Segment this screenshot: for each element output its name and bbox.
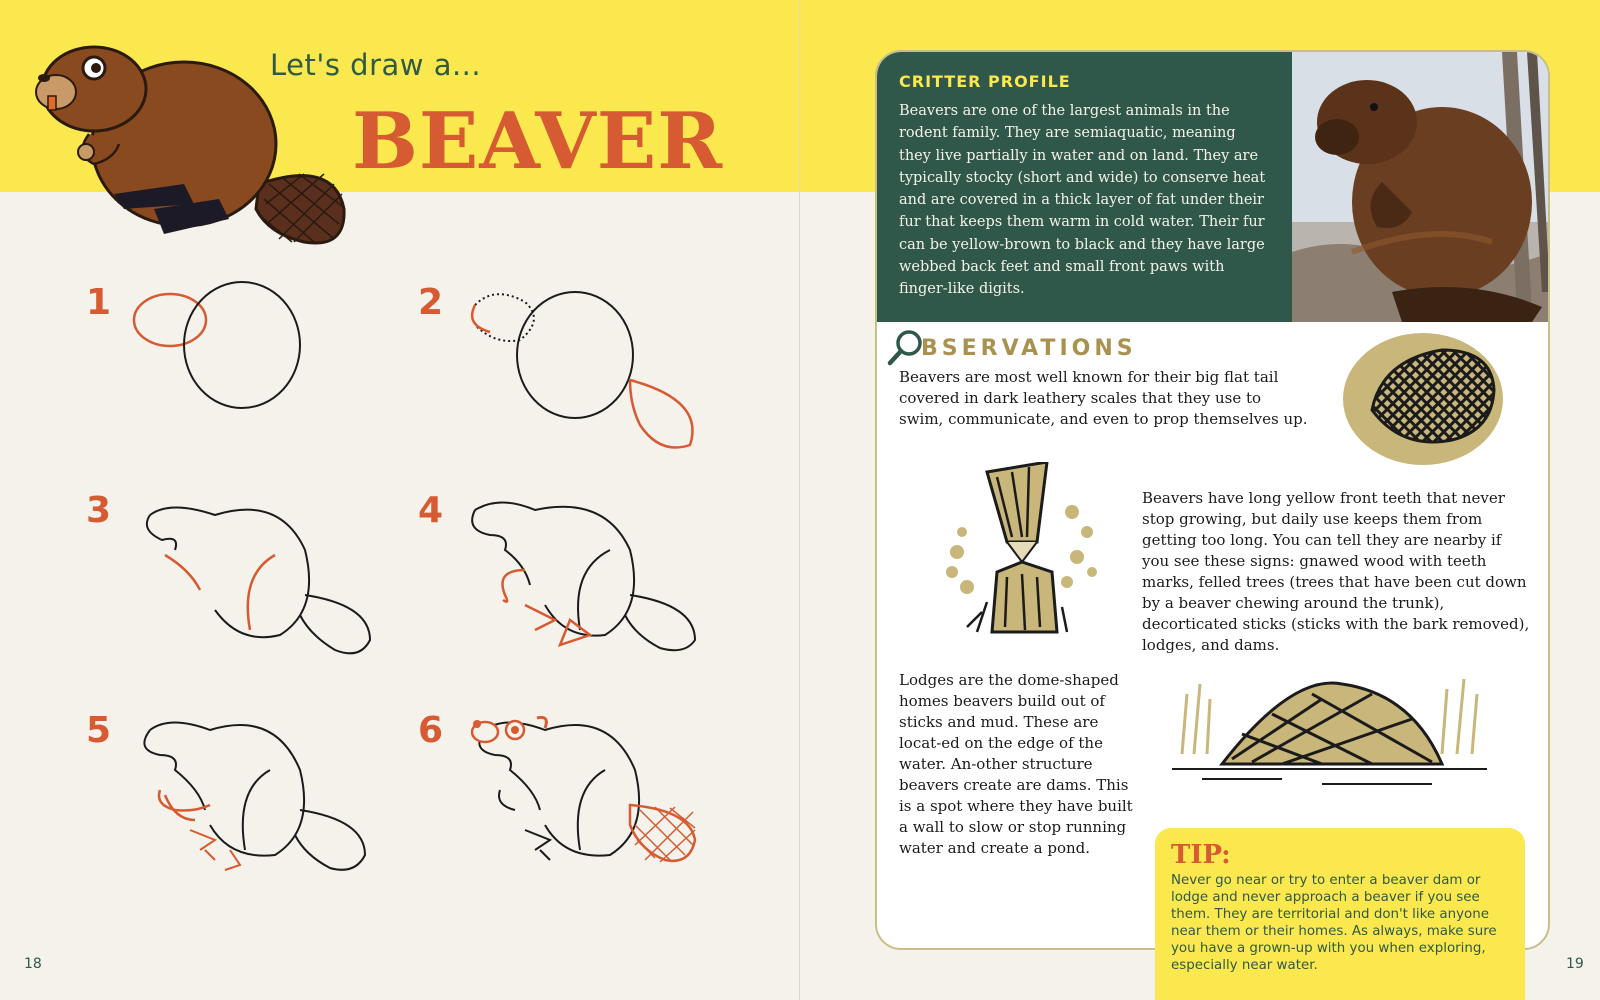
right-page <box>800 0 1600 1000</box>
beaver-photo <box>1292 52 1550 322</box>
gnawed-tree-illustration <box>937 462 1107 637</box>
step-2-number: 2 <box>418 282 444 323</box>
tail-illustration <box>1342 330 1504 468</box>
step-4-drawing <box>455 490 745 690</box>
step-1-drawing <box>120 280 410 480</box>
tip-box <box>1155 828 1525 1000</box>
critter-profile-heading: CRITTER PROFILE <box>899 72 1071 91</box>
lodge-paragraph: Lodges are the dome-shaped homes beavers build out of sticks and mud. These are locat-ed on the edge of the water. An-other structure beavers create are dams. This is a spot where they have built a wall to slow or stop running water and create a pond. <box>899 671 1133 857</box>
step-5-drawing <box>120 710 410 910</box>
step-3-number: 3 <box>86 490 112 531</box>
observations-heading <box>885 327 1137 367</box>
subtitle: Let's draw a... <box>270 48 482 82</box>
step-5-number: 5 <box>86 710 112 751</box>
observations-heading-text: BSERVATIONS <box>921 335 1137 361</box>
step-3-drawing <box>120 490 410 690</box>
step-6-drawing <box>455 710 745 910</box>
critter-profile-text: Beavers are one of the largest animals in the rodent family. They are semiaquatic, meaning they live partially in water and on land. They are typically stocky (short and wide) to conserve heat and are covered in a thick layer of fat under their fur that keeps them warm in cold water. Their fur can be yellow-brown to black and they have large webbed back feet and small front paws with finger-like digits. <box>899 103 1266 298</box>
step-1-number: 1 <box>86 282 112 323</box>
tail-paragraph: Beavers are most well known for their big flat tail covered in dark leathery scales that they use to swim, communicate, and even to prop themselves up. <box>899 368 1308 428</box>
lodge-illustration <box>1172 664 1487 794</box>
info-card <box>875 50 1550 950</box>
page-title: BEAVER <box>352 96 724 187</box>
tip-heading: TIP: <box>1171 840 1231 870</box>
step-4-number: 4 <box>418 490 444 531</box>
step-6-number: 6 <box>418 710 444 751</box>
page-number-left: 18 <box>24 956 42 972</box>
step-2-drawing <box>455 280 745 480</box>
tip-text: Never go near or try to enter a beaver dam or lodge and never approach a beaver if you see them. They are territorial and don't like anyone near them or their homes. As always, make sure you have a grown-up with you when exploring, especially near water. <box>1171 873 1497 973</box>
critter-profile <box>877 52 1292 322</box>
teeth-paragraph: Beavers have long yellow front teeth that never stop growing, but daily use keeps them from getting too long. You can tell they are nearby if you see these signs: gnawed wood with teeth marks, felled trees (trees that have been cut down by a beaver chewing around the trunk), decorticated sticks (sticks with the bark removed), lodges, and dams. <box>1142 489 1530 654</box>
page-number-right: 19 <box>1566 956 1584 972</box>
